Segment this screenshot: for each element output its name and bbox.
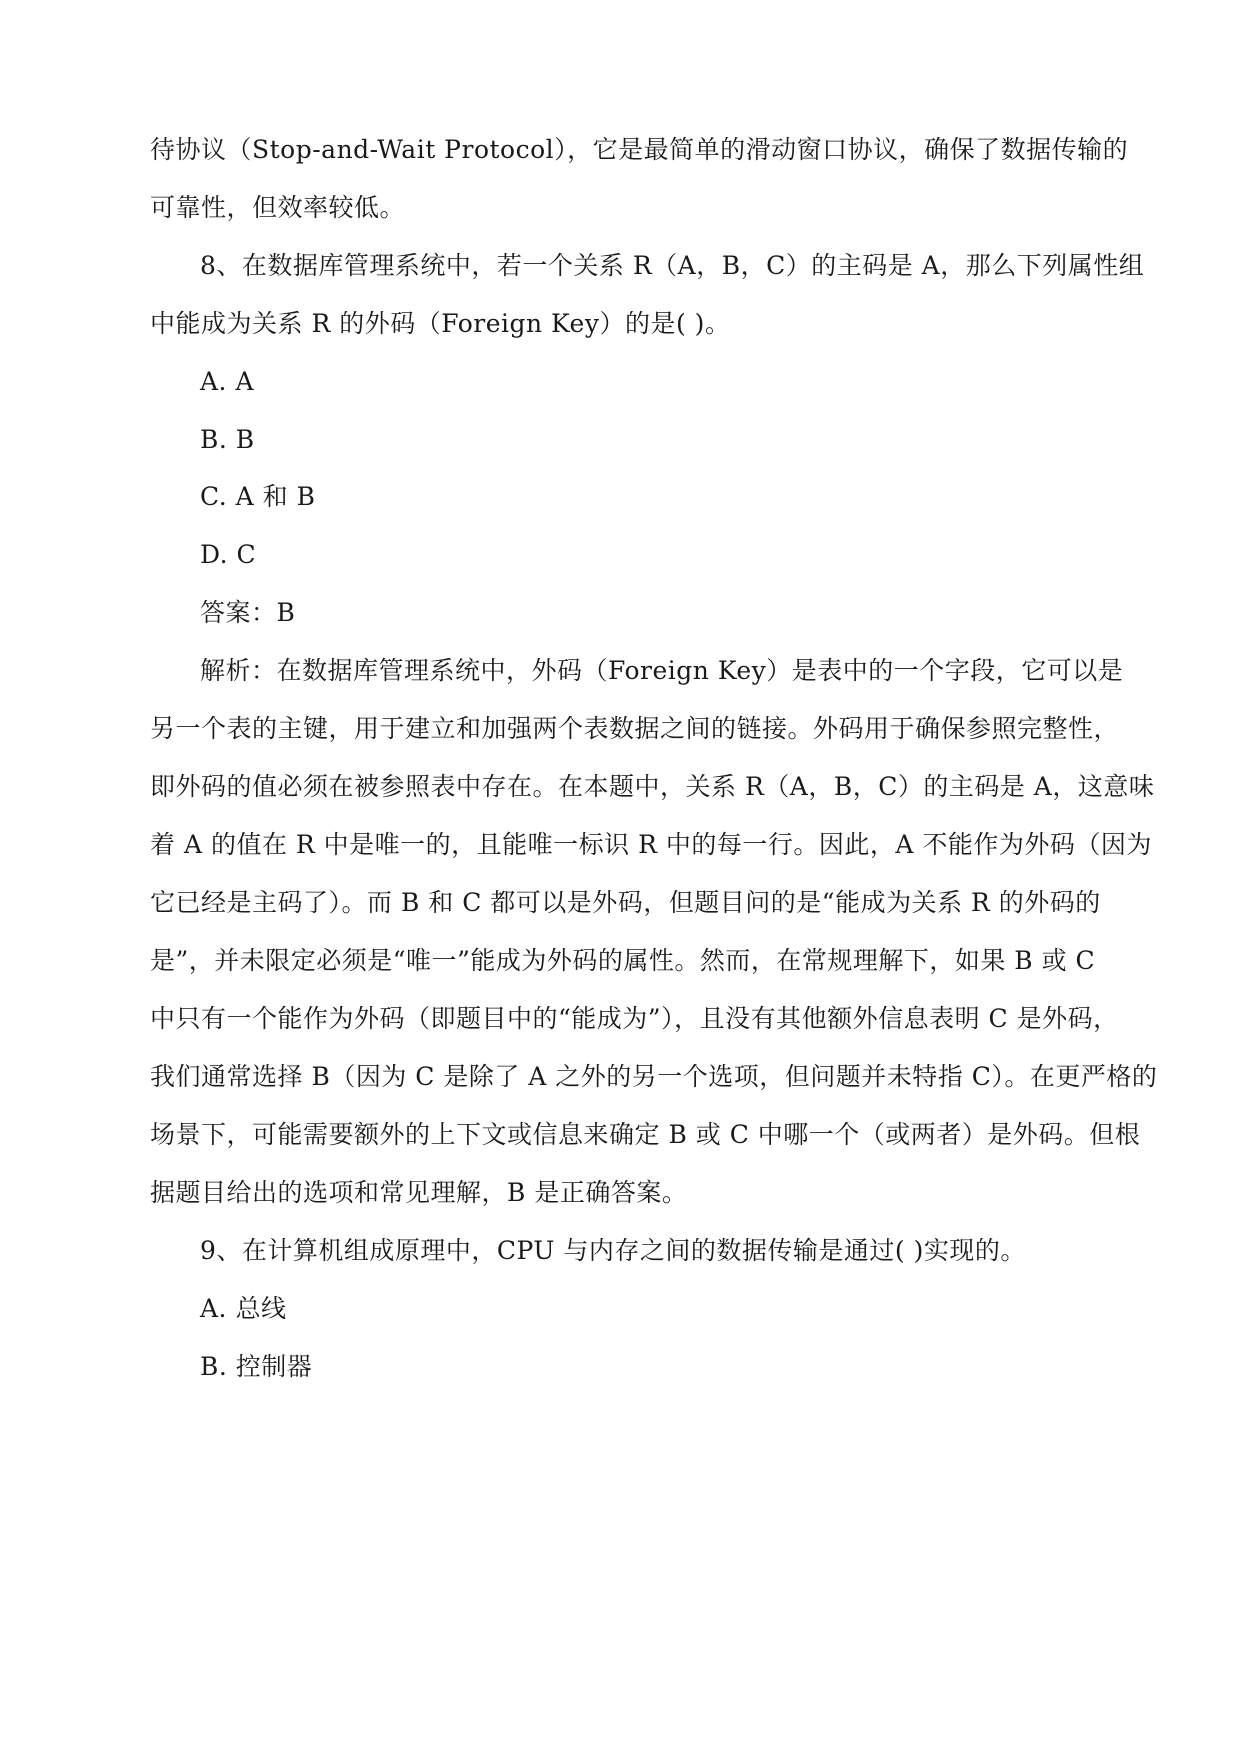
question-8-explanation: 解析：在数据库管理系统中，外码（Foreign Key）是表中的一个字段，它可以是: [200, 656, 1124, 685]
question-8-explanation: 它已经是主码了）。而 B 和 C 都可以是外码，但题目问的是“能成为关系 R 的外码的: [150, 888, 1101, 917]
question-8-option-b: B. B: [200, 425, 255, 454]
question-8-explanation: 我们通常选择 B（因为 C 是除了 A 之外的另一个选项，但问题并未特指 C）。在更严格的: [150, 1062, 1158, 1091]
question-8-explanation: 据题目给出的选项和常见理解，B 是正确答案。: [150, 1178, 688, 1207]
question-8-option-d: D. C: [200, 540, 257, 569]
question-8-option-a: A. A: [200, 367, 255, 396]
question-8-explanation: 中只有一个能作为外码（即题目中的“能成为”），且没有其他额外信息表明 C 是外码，: [150, 1004, 1119, 1033]
question-8-stem: 中能成为关系 R 的外码（Foreign Key）的是( )。: [150, 309, 731, 338]
question-8-explanation: 即外码的值必须在被参照表中存在。在本题中，关系 R（A，B，C）的主码是 A，这意味: [150, 772, 1155, 801]
paragraph-line: 可靠性，但效率较低。: [150, 193, 406, 222]
question-8-explanation: 着 A 的值在 R 中是唯一的，且能唯一标识 R 中的每一行。因此，A 不能作为外码（因为: [150, 830, 1152, 859]
question-9-option-b: B. 控制器: [200, 1352, 313, 1381]
question-8-option-c: C. A 和 B: [200, 482, 316, 511]
question-8-stem: 8、在数据库管理系统中，若一个关系 R（A，B，C）的主码是 A，那么下列属性组: [200, 251, 1145, 280]
question-8-answer: 答案：B: [200, 598, 296, 627]
question-8-explanation: 是”，并未限定必须是“唯一”能成为外码的属性。然而，在常规理解下，如果 B 或 C: [150, 946, 1096, 975]
paragraph-line: 待协议（Stop-and-Wait Protocol），它是最简单的滑动窗口协议，确保了数据传输的: [150, 135, 1129, 164]
question-9-stem: 9、在计算机组成原理中，CPU 与内存之间的数据传输是通过( )实现的。: [200, 1236, 1026, 1265]
question-8-explanation: 场景下，可能需要额外的上下文或信息来确定 B 或 C 中哪一个（或两者）是外码。但根: [150, 1120, 1141, 1149]
question-8-explanation: 另一个表的主键，用于建立和加强两个表数据之间的链接。外码用于确保参照完整性，: [150, 714, 1120, 743]
question-9-option-a: A. 总线: [200, 1294, 287, 1323]
